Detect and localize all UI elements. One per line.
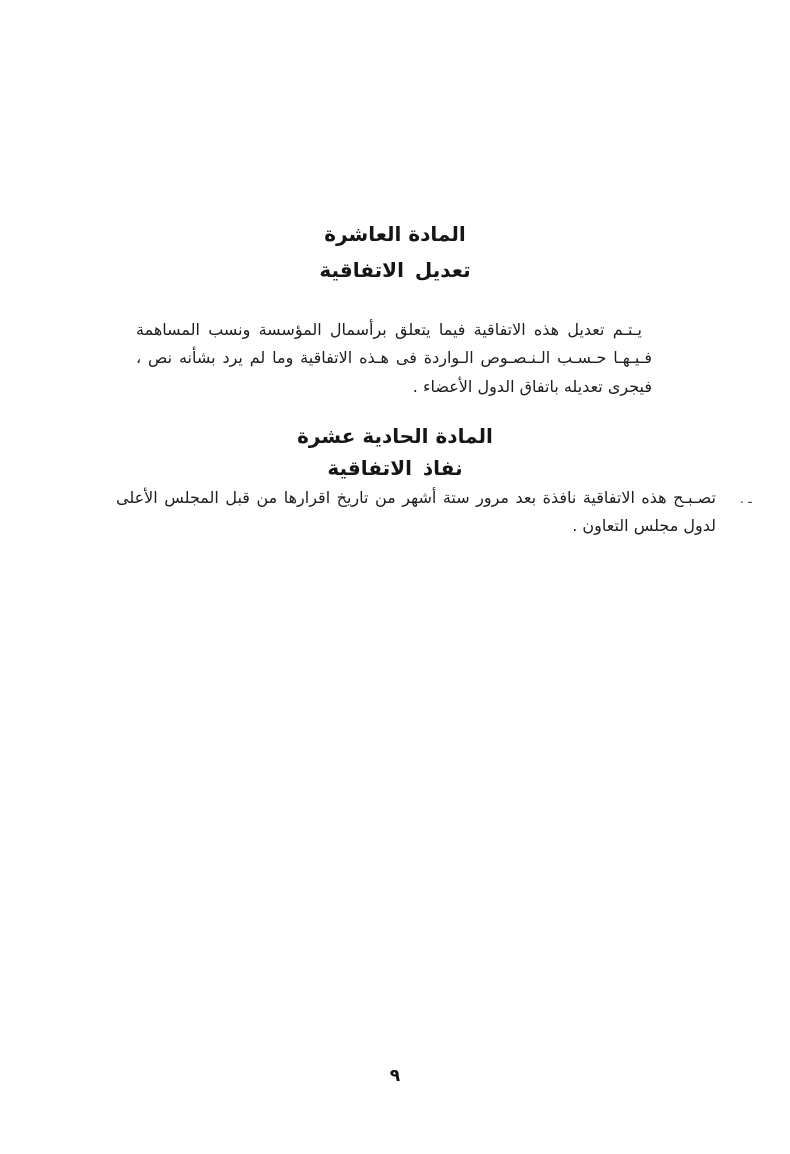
article-10-body: يـتـم تعديل هذه الاتفاقية فيما يتعلق برأسمال المؤسسة ونسب المساهمة فـيـهـا حـسـب الـنـصـوص الـواردة فى هـذه الاتفاقية وما لم يرد بشأنه نص ، فيجرى تعديله باتفاق الدول الأعضاء .	[136, 320, 652, 396]
article-11-title: المادة الحادية عشرة	[297, 424, 493, 448]
article-11-subtitle: نفاذ الاتفاقية	[327, 456, 463, 480]
article-10-title: المادة العاشرة	[324, 222, 466, 246]
article-11-body: تصـبـح هذه الاتفاقية نافذة بعد مرور ستة أشهر من تاريخ اقرارها من قبل المجلس الأعلى لدول مجلس التعاون .	[116, 488, 716, 536]
margin-annotation-mark: ـ .	[739, 492, 752, 507]
page-number: ٩	[389, 1066, 401, 1086]
article-10-subtitle: تعديل الاتفاقية	[319, 258, 471, 282]
